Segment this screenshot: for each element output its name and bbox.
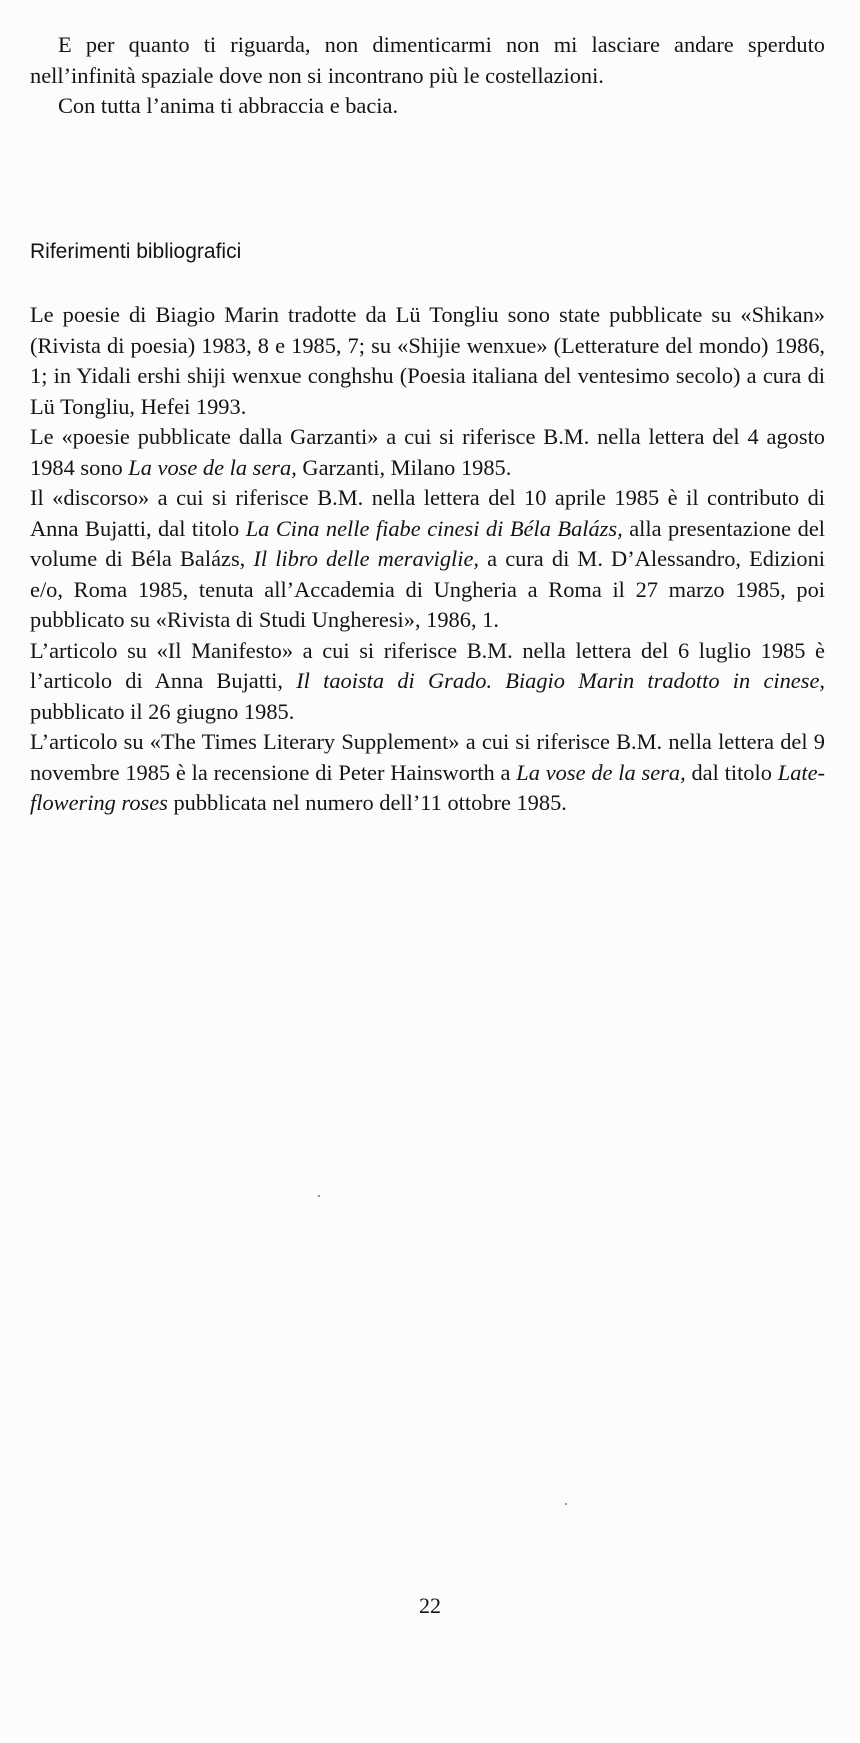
reference-4-date: pubblicato il 26 giugno 1985. <box>30 698 295 724</box>
reference-3 <box>30 483 825 636</box>
reference-5-text-2: dal titolo <box>685 759 778 785</box>
reference-2 <box>30 422 825 483</box>
reference-2-publisher: Garzanti, Milano 1985. <box>296 454 512 480</box>
reference-4 <box>30 636 825 728</box>
reference-2-title: La vose de la sera, <box>128 454 297 480</box>
reference-1: Le poesie di Biagio Marin tradotte da Lü Tongliu sono state pubblicate su «Shikan» (Rivista di poesia) 1983, 8 e 1985, 7; su «Shijie wenxue» (Letterature del mondo) 1986, 1; in Yidali ershi shiji wenxue conghshu (Poesia italiana del ventesimo secolo) a cura di Lü Tongliu, Hefei 1993. <box>30 302 825 419</box>
paper-speck <box>318 1195 320 1197</box>
letter-farewell: Con tutta l’anima ti abbraccia e bacia. <box>58 93 399 118</box>
reference-5-article-title: Late-flowering roses <box>30 759 826 815</box>
reference-3-text-2: alla presentazione del volume di Béla Balázs, <box>30 515 825 571</box>
reference-5-book-title: La vose de la sera, <box>516 759 686 785</box>
reference-3-text-3: a cura di M. D’Alessandro, Edizioni e/o, Roma 1985, tenuta all’Accademia di Ungheria a Roma il 27 marzo 1985, poi pubblicato su «Rivista di Studi Ungheresi», 1986, 1. <box>30 546 825 632</box>
reference-5 <box>30 727 825 819</box>
reference-4-title: Il taoista di Grado. Biagio Marin tradotto in cinese, <box>296 668 825 693</box>
reference-2-text: Le «poesie pubblicate dalla Garzanti» a cui si riferisce B.M. nella lettera del 4 agosto 1984 sono <box>30 424 825 480</box>
reference-5-text-3: pubblicata nel numero dell’11 ottobre 1985. <box>167 790 567 815</box>
letter-paragraph: E per quanto ti riguarda, non dimenticarmi non mi lasciare andare sperduto nell’infinità spaziale dove non si incontrano più le costellazioni. <box>30 32 825 88</box>
reference-4-text: L’articolo su «Il Manifesto» a cui si riferisce B.M. nella lettera del 6 luglio 1985 è l’articolo di Anna Bujatti, <box>30 637 825 693</box>
section-heading: Riferimenti bibliografici <box>30 240 242 263</box>
reference-3-text: Il «discorso» a cui si riferisce B.M. nella lettera del 10 aprile 1985 è il contributo di Anna Bujatti, dal titolo <box>30 485 825 541</box>
paper-speck <box>565 1503 567 1505</box>
letter-closing <box>30 30 825 122</box>
bibliography <box>30 300 825 819</box>
page-number: 22 <box>419 1593 441 1618</box>
reference-5-text: L’articolo su «The Times Literary Supplement» a cui si riferisce B.M. nella lettera del 9 novembre 1985 è la recensione di Peter Hainsworth a <box>30 729 825 785</box>
reference-3-book-title: Il libro delle meraviglie, <box>253 546 480 571</box>
reference-3-title: La Cina nelle fiabe cinesi di Béla Balázs, <box>245 515 623 541</box>
